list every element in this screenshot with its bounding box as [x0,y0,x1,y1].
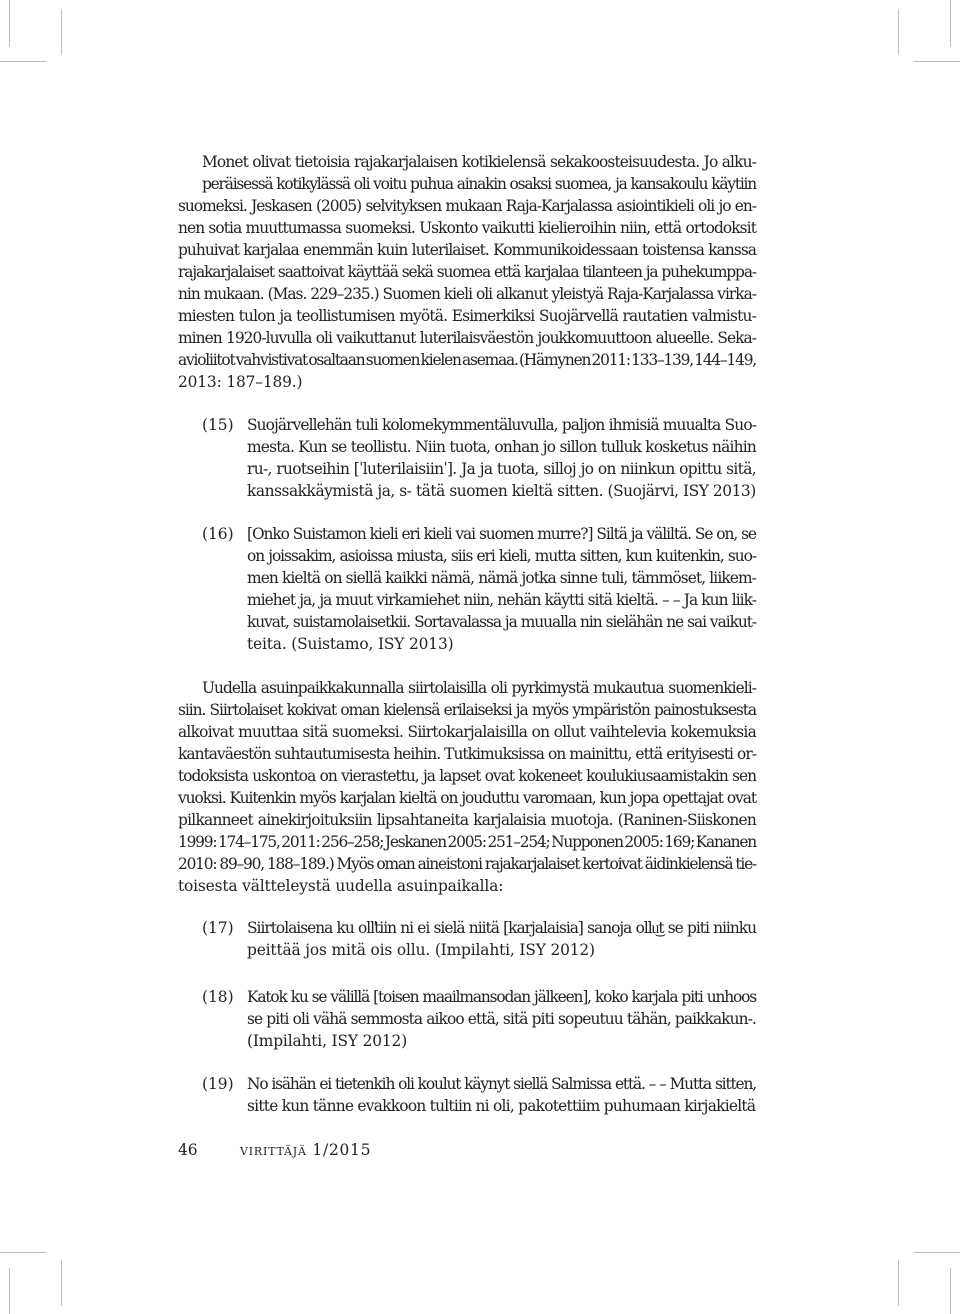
example-line: Suojärvellehän tuli kolomekymmentäluvulla, paljon ihmisiä muualta Suo- [247,416,756,434]
paragraph-line: 2010: 89–90, 188–189.) Myös oman aineistoni rajakarjalaiset kertoivat äidinkielensä tie- [178,855,756,873]
paragraph-line: 1999: 174–175, 2011: 256–258; Jeskanen 2005: 251–254; Nupponen 2005: 169; Kananen [178,833,756,851]
example-number: (17) [202,919,234,937]
example-line: No isähän ei tietenkih oli koulut käynyt siellä Salmissa että. – – Mutta sitten, [247,1075,756,1093]
paragraph-line: avioliitot vahvistivat osaltaan suomen kielen asemaa. (Hämynen 2011: 133–139, 144–149, [178,351,756,369]
crop-mark-top-right-vertical [950,0,951,46]
paragraph-line: rajakarjalaiset saattoivat käyttää sekä suomea että karjalaa tilanteen ja puhekumppa- [178,263,756,281]
example-number: (19) [202,1075,234,1093]
example-line: (Impilahti, ISY 2012) [247,1032,408,1050]
paragraph-line: Uudella asuinpaikkakunnalla siirtolaisilla oli pyrkimystä mukautua suomenkieli- [202,679,756,697]
crop-mark-top-right-vertical-inner [898,9,899,55]
example-line: kanssakkäymistä ja, s- tätä suomen kieltä sitten. (Suojärvi, ISY 2013) [247,482,756,500]
paragraph-line: vuoksi. Kuitenkin myös karjalan kieltä on jouduttu varomaan, kun jopa opettajat ovat [178,789,756,807]
example-line: kuvat, suistamolaisetkii. Sortavalassa ja muualla nin sielähän ne sai vaikut- [247,613,756,631]
paragraph-line: todoksista uskontoa on vierastettu, ja lapset ovat kokeneet koulukiusaamistakin sen [178,767,756,785]
example-number: (18) [202,988,234,1006]
crop-mark-top-right-horizontal [914,61,960,62]
example-line: peittää jos mitä ois ollu. (Impilahti, ISY 2012) [247,941,595,959]
crop-mark-top-left-vertical-inner [61,9,62,55]
paragraph-line: suomeksi. Jeskasen (2005) selvityksen mukaan Raja-Karjalassa asiointikieli oli jo en- [178,197,756,215]
crop-mark-bottom-left-vertical-inner [61,1260,62,1306]
example-line: miehet ja, ja muut virkamiehet niin, nehän käytti sitä kieltä. – – Ja kun liik- [247,591,756,609]
page-number: 46 [178,1141,198,1159]
paragraph-line: pilkanneet ainekirjoituksiin lipsahtaneita karjalaisia muotoja. (Raninen-Siiskonen [178,811,756,829]
crop-mark-bottom-right-horizontal [914,1252,960,1253]
journal-title: virittäjä 1/2015 [240,1141,372,1159]
paragraph-line: Monet olivat tietoisia rajakarjalaisen kotikielensä sekakoosteisuudesta. Jo alku- [202,153,756,171]
paragraph-line: siin. Siirtolaiset kokivat oman kielensä erilaiseksi ja myös ympäristön painostuksesta [178,701,756,719]
example-line: se piti oli vähä semmosta aikoo että, sitä piti sopeutuu tähän, paikkakun-. [247,1010,756,1028]
crop-mark-bottom-left-horizontal [0,1252,46,1253]
example-line: men kieltä on siellä kaikki nämä, nämä jotka sinne tuli, tämmöset, liikem- [247,569,756,587]
crop-mark-bottom-right-vertical-inner [898,1260,899,1306]
paragraph-line: minen 1920-luvulla oli vaikuttanut luterilaisväestön joukkomuuttoon alueelle. Seka- [178,329,756,347]
example-number: (15) [202,416,234,434]
example-line: sitte kun tänne evakkoon tultiin ni oli, pakotettiim puhumaan kirjakieltä [247,1097,756,1115]
example-line: on joissakim, asioissa miusta, siis eri kieli, mutta sitten, kun kuitenkin, suo- [247,547,756,565]
crop-mark-top-left-horizontal [0,61,46,62]
example-line: mesta. Kun se teollistu. Niin tuota, onhan jo sillon tulluk kosketus näihin [247,438,756,456]
crop-mark-top-left-vertical [9,0,10,46]
example-line: [Onko Suistamon kieli eri kieli vai suomen murre?] Siltä ja väliltä. Se on, se [247,525,756,543]
example-line: Siirtolaisena ku olľtiin ni ei sielä niitä [karjalaisia] sanoja ollu͜t se piti niinku [247,919,756,937]
paragraph-line: alkoivat muuttaa sitä suomeksi. Siirtokarjalaisilla on ollut vaihtelevia kokemuksia [178,723,756,741]
example-line: Katok ku se välillä [toisen maailmansodan jälkeen], koko karjala piti unhoos [247,988,756,1006]
paragraph-line: 2013: 187–189.) [178,373,303,391]
example-line: teita. (Suistamo, ISY 2013) [247,635,454,653]
crop-mark-bottom-left-vertical [9,1268,10,1314]
paragraph-line: nin mukaan. (Mas. 229–235.) Suomen kieli oli alkanut yleistyä Raja-Karjalassa virka- [178,285,756,303]
example-line: ru-, ruotseihin [ˈluterilaisiinˈ]. Ja ja tuota, silloj jo on niinkun opittu sitä, [247,460,756,478]
paragraph-line: kantaväestön suhtautumisesta heihin. Tutkimuksissa on mainittu, että erityisesti or- [178,745,756,763]
paragraph-line: toisesta vältteleystä uudella asuinpaikalla: [178,877,504,895]
paragraph-line: puhuivat karjalaa enemmän kuin luterilaiset. Kommunikoidessaan toistensa kanssa [178,241,756,259]
example-number: (16) [202,525,234,543]
crop-mark-bottom-right-vertical [950,1268,951,1314]
paragraph-line: miesten tulon ja teollistumisen myötä. Esimerkiksi Suojärvellä rautatien valmistu- [178,307,756,325]
paragraph-line: nen sotia muuttumassa suomeksi. Uskonto vaikutti kielieroihin niin, että ortodoksit [178,219,756,237]
paragraph-line: peräisessä kotikylässä oli voitu puhua ainakin osaksi suomea, ja kansakoulu käytiin [202,175,756,193]
